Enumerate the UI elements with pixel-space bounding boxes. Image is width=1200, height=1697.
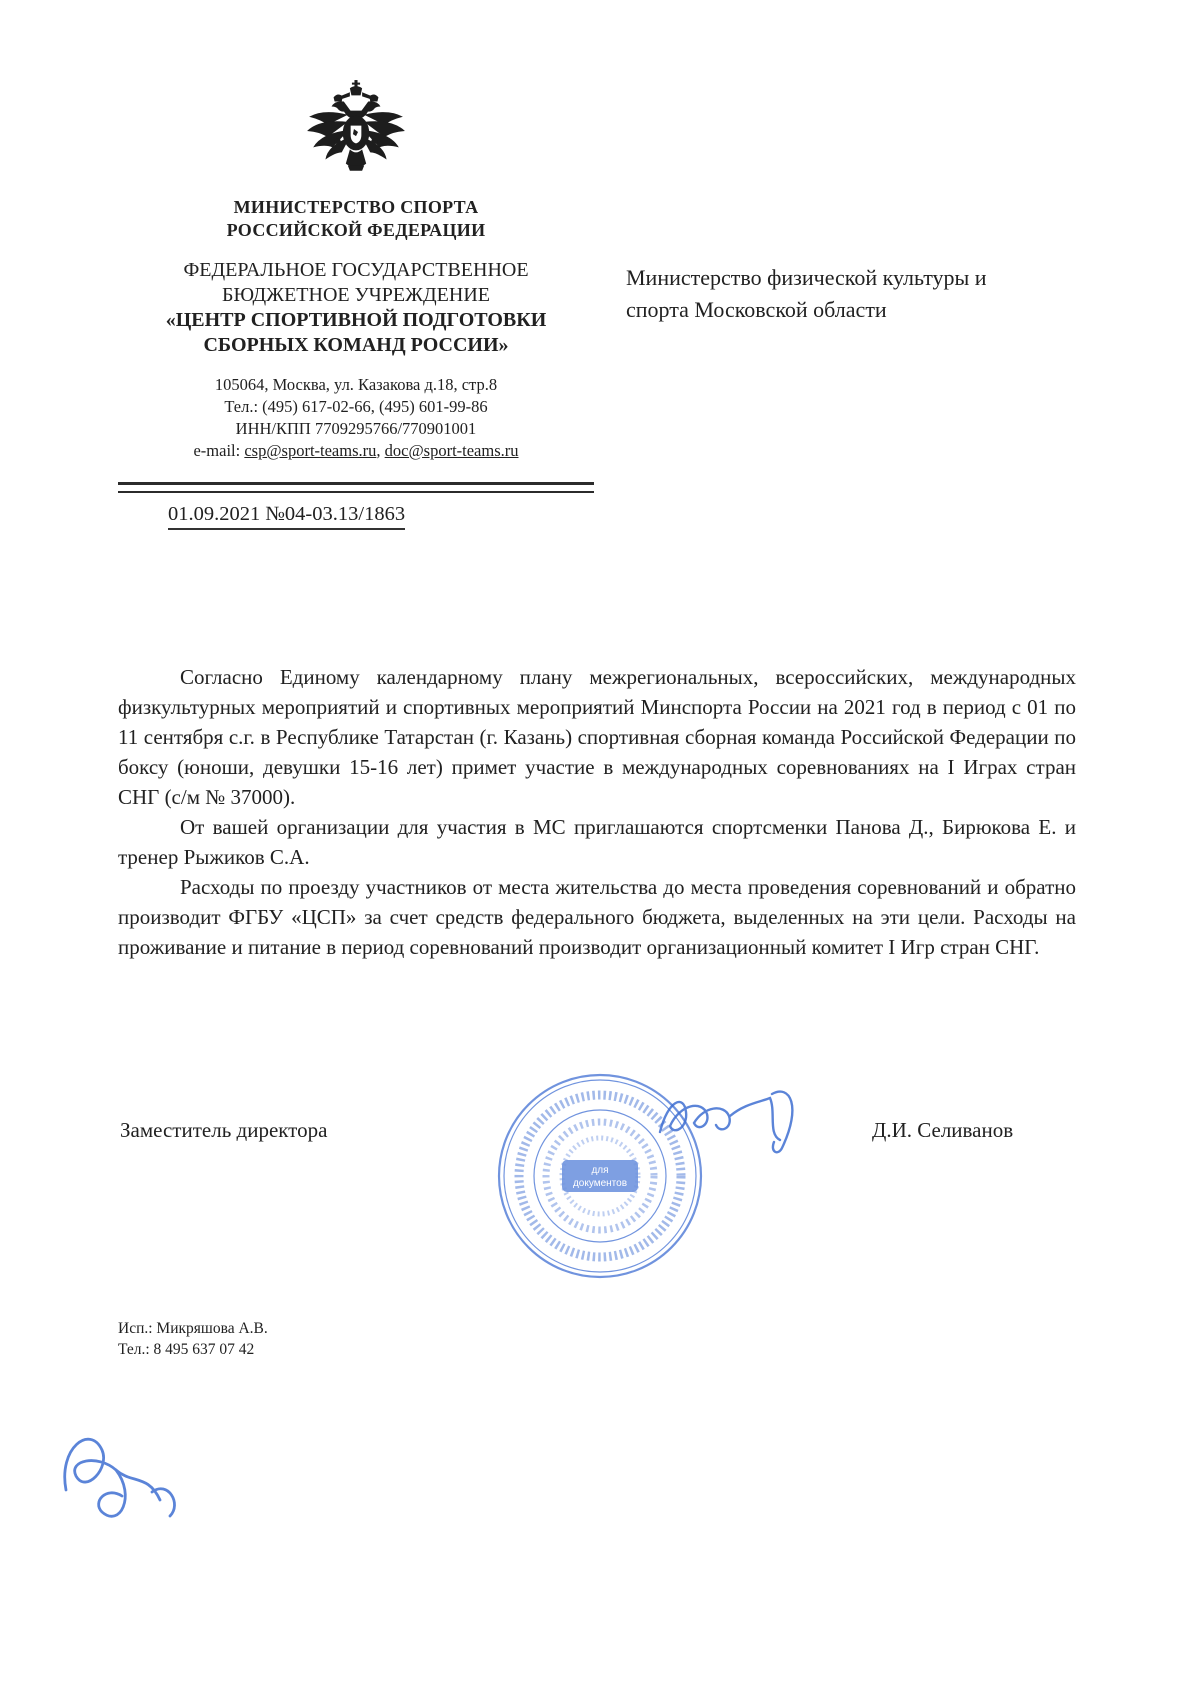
recipient-block bbox=[626, 262, 1076, 326]
stamp-center-text-2: документов bbox=[572, 1178, 628, 1189]
body-paragraph-1: Согласно Единому календарному плану межрегиональных, всероссийских, международных физкультурных мероприятий и спортивных мероприятий Минспорта России на 2021 год в период с 01 по 11 сентября с.г. в Республике Татарстан (г. Казань) спортивная сборная команда Российской Федерации по боксу (юноши, девушки 15-16 лет) примет участие в международных соревнованиях на I Играх стран СНГ (с/м № 37000). bbox=[118, 665, 1076, 809]
signer-position-title: Заместитель директора bbox=[120, 1118, 328, 1142]
org-line-2: БЮДЖЕТНОЕ УЧРЕЖДЕНИЕ bbox=[221, 284, 491, 306]
outgoing-date-number: 01.09.2021 №04-03.13/1863 bbox=[168, 503, 405, 530]
org-line-1: ФЕДЕРАЛЬНОЕ ГОСУДАРСТВЕННОЕ bbox=[183, 259, 529, 281]
double-headed-eagle-icon bbox=[303, 80, 409, 180]
org-line-3: «ЦЕНТР СПОРТИВНОЙ ПОДГОТОВКИ bbox=[165, 309, 547, 331]
email-separator: , bbox=[376, 441, 385, 460]
body-paragraph-2: От вашей организации для участия в МС приглашаются спортсменки Панова Д., Бирюкова Е. и тренер Рыжиков С.А. bbox=[118, 815, 1076, 869]
ministry-name bbox=[118, 196, 594, 242]
stamp-center-text-1: для bbox=[591, 1165, 609, 1176]
email-prefix: e-mail: bbox=[193, 441, 245, 460]
executor-name: Исп.: Микряшова А.В. bbox=[118, 1320, 268, 1337]
executor-phone: Тел.: 8 495 637 07 42 bbox=[118, 1341, 255, 1358]
ministry-line-2: РОССИЙСКОЙ ФЕДЕРАЦИИ bbox=[226, 220, 486, 240]
handwritten-signature-icon bbox=[652, 1082, 822, 1162]
recipient-line-2: спорта Московской области bbox=[626, 297, 887, 322]
organization-name bbox=[118, 258, 594, 358]
email-line bbox=[118, 440, 594, 462]
ministry-line-1: МИНИСТЕРСТВО СПОРТА bbox=[233, 197, 479, 217]
email-address-2: doc@sport-teams.ru bbox=[384, 441, 519, 460]
contact-block bbox=[118, 374, 594, 462]
letterhead bbox=[118, 80, 594, 462]
letterhead-divider bbox=[118, 482, 594, 493]
recipient-line-1: Министерство физической культуры и bbox=[626, 265, 987, 290]
inn-kpp: ИНН/КПП 7709295766/770901001 bbox=[235, 419, 477, 438]
phone-numbers: Тел.: (495) 617-02-66, (495) 601-99-86 bbox=[224, 397, 488, 416]
org-line-4: СБОРНЫХ КОМАНД РОССИИ» bbox=[203, 334, 509, 356]
postal-address: 105064, Москва, ул. Казакова д.18, стр.8 bbox=[214, 375, 498, 394]
handwritten-mark-icon bbox=[52, 1412, 192, 1542]
letter-body bbox=[118, 662, 1076, 962]
body-paragraph-3: Расходы по проезду участников от места жительства до места проведения соревнований и обратно производит ФГБУ «ЦСП» за счет средств федерального бюджета, выделенных на эти цели. Расходы на проживание и питание в период соревнований производит организационный комитет I Игр стран СНГ. bbox=[118, 875, 1076, 959]
signer-name: Д.И. Селиванов bbox=[872, 1118, 1014, 1142]
emblem-wrap bbox=[118, 80, 594, 188]
email-address-1: csp@sport-teams.ru bbox=[244, 441, 377, 460]
executor-block bbox=[118, 1318, 268, 1360]
